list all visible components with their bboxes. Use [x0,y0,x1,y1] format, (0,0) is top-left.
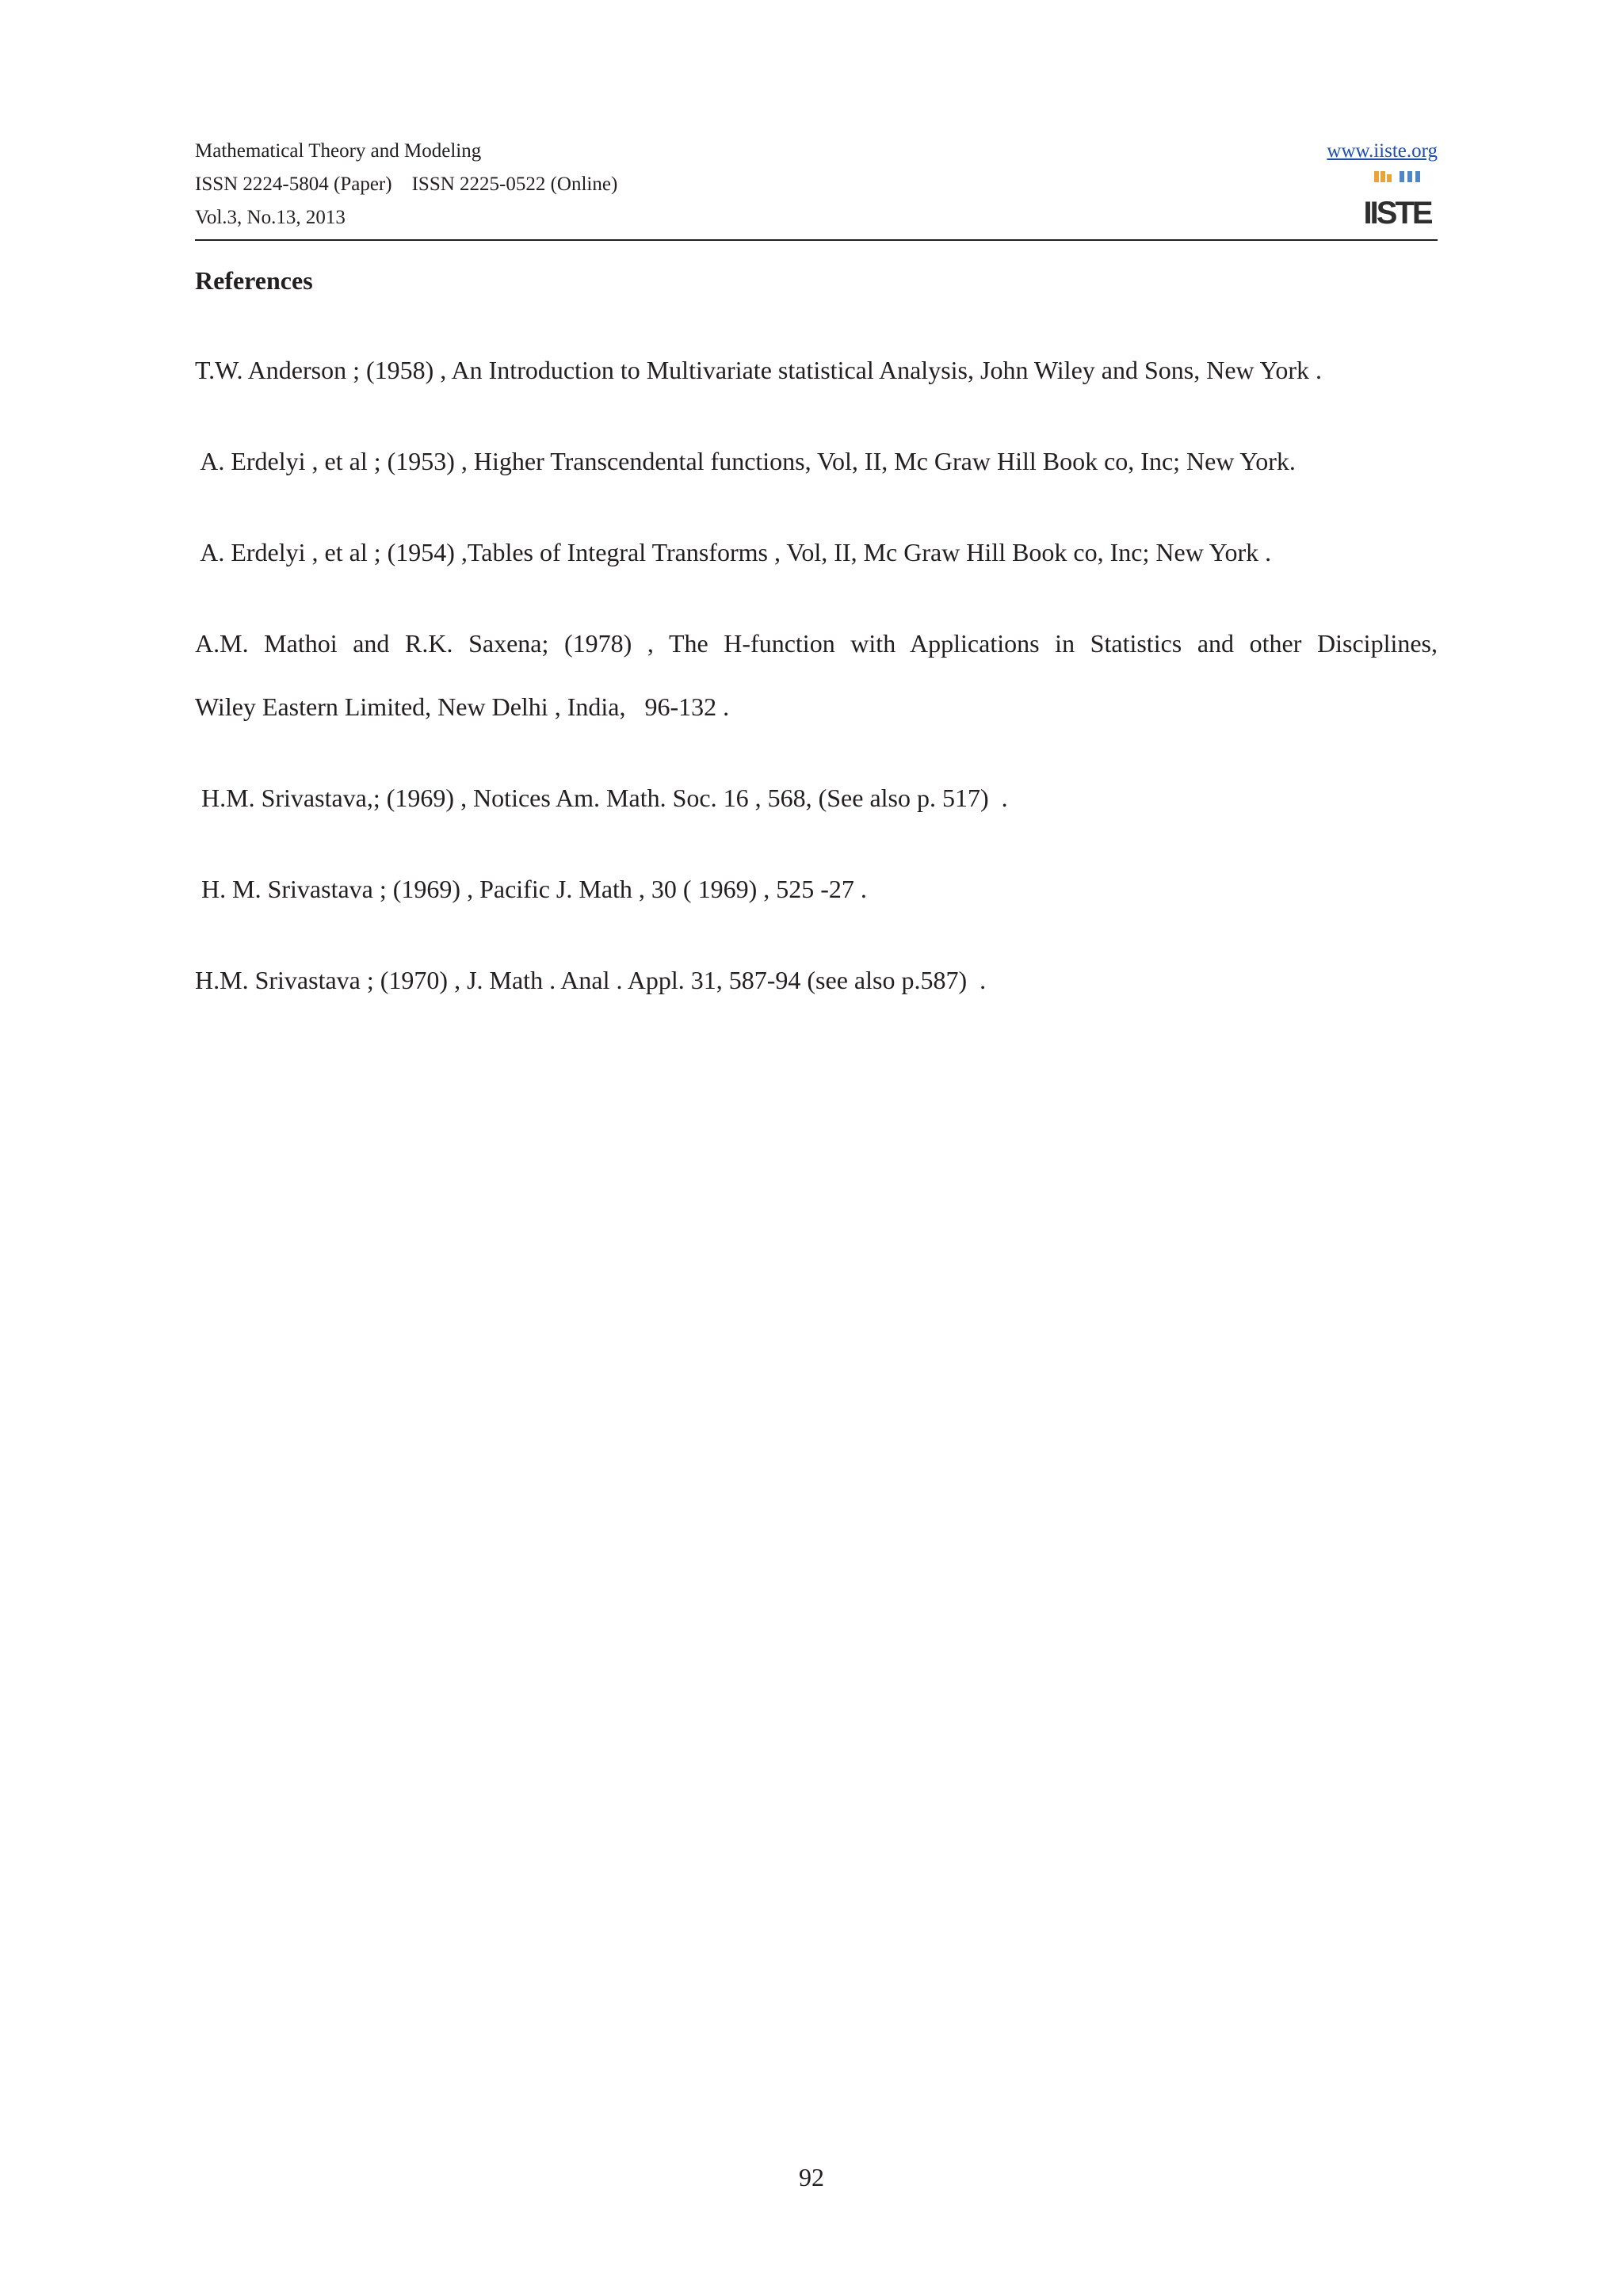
reference-item: H. M. Srivastava ; (1969) , Pacific J. Math , 30 ( 1969) , 525 -27 . [195,875,867,903]
references-heading: References [195,266,313,295]
reference-item: T.W. Anderson ; (1958) , An Introduction to Multivariate statistical Analysis, John Wiley and Sons, New York . [195,356,1323,384]
reference-item: A.M. Mathoi and R.K. Saxena; (1978) , The H-function with Applications in Statistics and other Disciplines, [195,629,1438,658]
reference-item: A. Erdelyi , et al ; (1954) ,Tables of Integral Transforms , Vol, II, Mc Graw Hill Book co, Inc; New York . [195,538,1272,566]
page-header [195,135,1438,239]
reference-item: H.M. Srivastava,; (1969) , Notices Am. Math. Soc. 16 , 568, (See also p. 517) . [195,784,1008,812]
reference-item: H.M. Srivastava ; (1970) , J. Math . Anal . Appl. 31, 587-94 (see also p.587) . [195,966,987,994]
iiste-logo-icon [1363,170,1431,231]
journal-issn: ISSN 2224-5804 (Paper) ISSN 2225-0522 (Online) [195,174,618,195]
journal-title: Mathematical Theory and Modeling [195,140,482,162]
reference-item: A. Erdelyi , et al ; (1953) , Higher Transcendental functions, Vol, II, Mc Graw Hill Book co, Inc; New York. [195,447,1296,475]
svg-text:IISTE: IISTE [1363,196,1431,231]
page-number: 92 [799,2163,824,2191]
journal-volume: Vol.3, No.13, 2013 [195,207,346,228]
journal-info [195,135,617,235]
header-divider [195,239,1438,241]
reference-item-continuation: Wiley Eastern Limited, New Delhi , India, 96-132 . [195,692,730,721]
journal-website-link[interactable]: www.iiste.org [1327,140,1438,162]
